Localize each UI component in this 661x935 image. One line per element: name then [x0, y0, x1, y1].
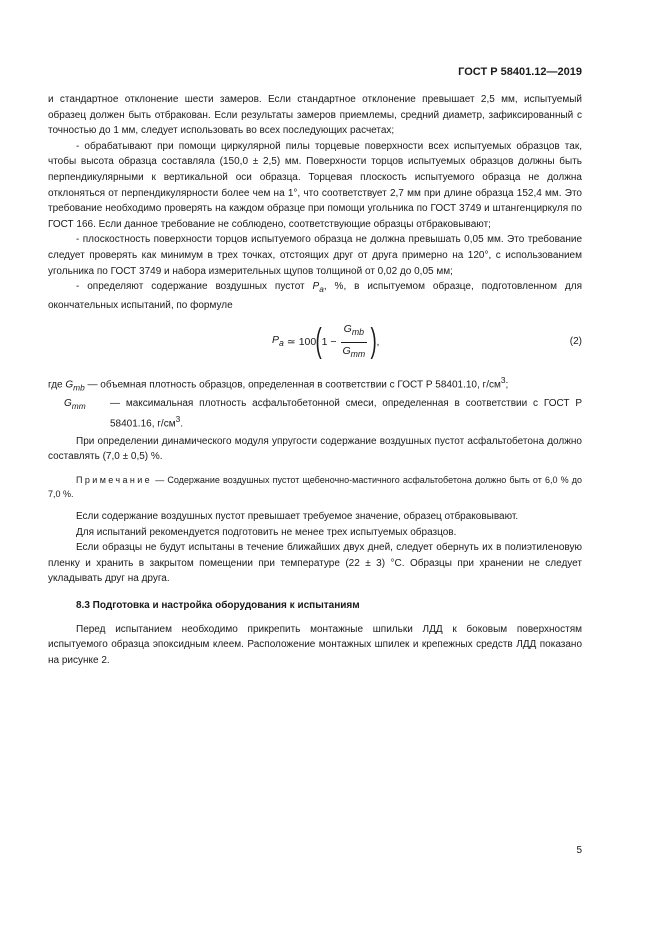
- fraction-denominator: $G_{mm}$: [342, 344, 366, 359]
- paragraph-air-voids: - определяют содержание воздушных пустот $P_a$, %, в испытуемом образце, подготовленном для окончательных испытаний, по формуле: [48, 281, 582, 311]
- fraction-numerator: $G_{mb}$: [341, 322, 367, 343]
- paragraph-storage: Если образцы не будут испытаны в течение ближайших двух дней, следует обернуть их в полиэтиленовую пленку и хранить в закрытом помещении при температуре (22 ± 3) °С. Образцы при хранении не следует укладывать друг на друга.: [48, 542, 582, 585]
- formula-approx: ≃: [286, 335, 296, 348]
- paragraph-mounting-studs: Перед испытанием необходимо прикрепить монтажные шпильки ЛДД к боковым поверхностям испытуемого образца эпоксидным клеем. Расположение монтажных шпилек и крепежных средств ЛДД показано на рисунке 2.: [48, 623, 582, 666]
- document-body: [48, 92, 582, 668]
- symbol-p: P: [312, 281, 320, 293]
- formula-hundred: 100: [298, 335, 317, 348]
- page-number: 5: [576, 845, 582, 856]
- document-header: ГОСТ Р 58401.12—2019: [458, 66, 582, 78]
- right-paren: ): [370, 322, 377, 361]
- paragraph-flatness: - плоскостность поверхности торцов испытуемого образца не должна превышать 0,05 мм. Это требование следует проверять как минимум в трех точках, отстоящих друг от друга примерно на 120°, с использованием угольника по ГОСТ 3749 и набора измерительных щупов толщиной от 0,02 до 0,05 мм;: [48, 234, 582, 277]
- paragraph-std-deviation: и стандартное отклонение шести замеров. Если стандартное отклонение превышает 2,5 мм, испытуемый образец должен быть отбракован. Если результаты замеров приемлемы, средний диаметр, зафиксированный с точностью до 1 мм, следует использовать во всех последующих расчетах;: [48, 94, 582, 137]
- formula-body: $P_a$ ≃ 100 ( 1 − $\frac{G_{mb}}{G_{mm}}$ ) ,: [272, 322, 379, 362]
- paragraph-specimen-count: Для испытаний рекомендуется подготовить не менее трех испытуемых образцов.: [76, 526, 457, 538]
- formula-air-voids: [48, 316, 582, 370]
- note: [48, 473, 582, 501]
- symbol-a-subscript: a: [319, 284, 324, 295]
- paragraph-reject: Если содержание воздушных пустот превышает требуемое значение, образец отбраковывают.: [76, 510, 519, 522]
- paragraph-dynamic-modulus: При определении динамического модуля упругости содержание воздушных пустот асфальтобетона должно составлять (7,0 ± 0,5) %.: [48, 435, 582, 463]
- formula-comma: ,: [376, 335, 380, 348]
- note-label: Примечание: [76, 474, 153, 485]
- left-paren: (: [315, 322, 323, 361]
- where-gmm: $G_{mm}$ — максимальная плотность асфальтобетонной смеси, определенная в соответствии с ГОСТ Р 58401.16, $г/см^3$.: [64, 398, 582, 430]
- paragraph-saw-ends: - обрабатывают при помощи циркулярной пилы торцевые поверхности всех испытуемых образцов так, чтобы высота образца составляла (150,0 ± 2,5) мм. Поверхности торцов испытуемых образцов должны быть перпендикулярными к вертикальной оси образца. Торцевая плоскость испытуемого образца не должна отклоняться от перпендикулярности более чем на 1°, что соответствует 2,7 мм при длине образца 152,4 мм. Это требование необходимо проверять на каждом образце при помощи угольника по ГОСТ 3749 и штангенциркуля по ГОСТ 166. Если данное требование не соблюдено, соответствующие образцы отбраковывают;: [48, 140, 582, 230]
- section-title-8-3: 8.3 Подготовка и настройка оборудования к испытаниям: [76, 599, 360, 611]
- formula-one-minus: 1 −: [321, 335, 337, 348]
- note-text: — Содержание воздушных пустот щебеночно-мастичного асфальтобетона должно быть от 6,0 % до 7,0 %.: [48, 474, 582, 499]
- formula-fraction: [339, 322, 368, 362]
- formula-number: (2): [569, 336, 582, 348]
- where-gmb: где $G_{mb}$ — объемная плотность образцов, определенная в соответствии с ГОСТ Р 58401.10, $г/см^3$;: [48, 375, 509, 393]
